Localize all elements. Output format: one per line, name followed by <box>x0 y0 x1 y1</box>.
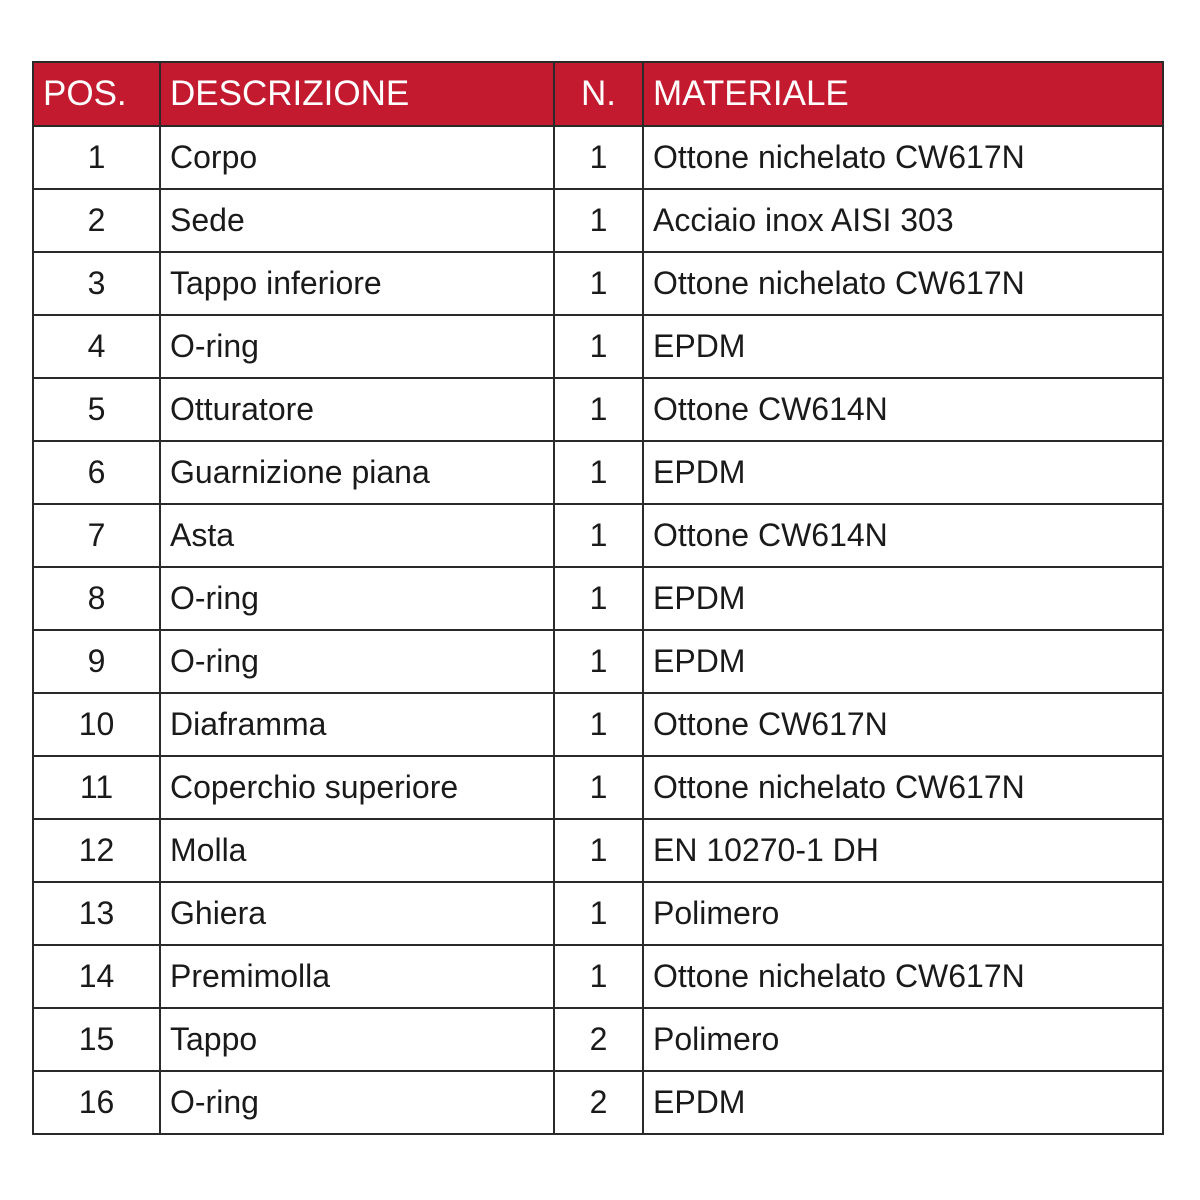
table-row <box>33 1008 1163 1071</box>
table-row <box>33 819 1163 882</box>
cell-pos: 14 <box>33 945 160 1008</box>
cell-pos: 7 <box>33 504 160 567</box>
cell-n: 1 <box>554 126 643 189</box>
cell-pos: 10 <box>33 693 160 756</box>
cell-pos: 4 <box>33 315 160 378</box>
cell-n: 1 <box>554 756 643 819</box>
cell-materiale: EPDM <box>643 441 1163 504</box>
cell-pos: 11 <box>33 756 160 819</box>
cell-materiale: EPDM <box>643 567 1163 630</box>
header-materiale: MATERIALE <box>643 62 1163 126</box>
cell-descrizione: Ghiera <box>160 882 554 945</box>
cell-descrizione: O-ring <box>160 567 554 630</box>
table-body <box>33 126 1163 1134</box>
cell-materiale: Ottone CW614N <box>643 378 1163 441</box>
cell-descrizione: Guarnizione piana <box>160 441 554 504</box>
cell-n: 1 <box>554 630 643 693</box>
cell-n: 1 <box>554 693 643 756</box>
cell-materiale: EPDM <box>643 630 1163 693</box>
cell-n: 1 <box>554 504 643 567</box>
parts-table <box>32 61 1164 1135</box>
cell-n: 1 <box>554 567 643 630</box>
cell-descrizione: Coperchio superiore <box>160 756 554 819</box>
cell-materiale: EN 10270-1 DH <box>643 819 1163 882</box>
cell-n: 1 <box>554 819 643 882</box>
cell-materiale: Ottone CW614N <box>643 504 1163 567</box>
cell-descrizione: Molla <box>160 819 554 882</box>
cell-descrizione: Sede <box>160 189 554 252</box>
cell-n: 1 <box>554 252 643 315</box>
cell-descrizione: O-ring <box>160 315 554 378</box>
cell-descrizione: Diaframma <box>160 693 554 756</box>
table-row <box>33 189 1163 252</box>
table-row <box>33 1071 1163 1134</box>
cell-pos: 12 <box>33 819 160 882</box>
table-row <box>33 630 1163 693</box>
cell-pos: 3 <box>33 252 160 315</box>
cell-materiale: Ottone nichelato CW617N <box>643 756 1163 819</box>
header-n: N. <box>554 62 643 126</box>
table-row <box>33 567 1163 630</box>
table-row <box>33 504 1163 567</box>
table-row <box>33 441 1163 504</box>
cell-pos: 2 <box>33 189 160 252</box>
header-row <box>33 62 1163 126</box>
cell-descrizione: Premimolla <box>160 945 554 1008</box>
table-row <box>33 882 1163 945</box>
cell-pos: 16 <box>33 1071 160 1134</box>
cell-pos: 1 <box>33 126 160 189</box>
cell-descrizione: O-ring <box>160 1071 554 1134</box>
cell-materiale: Polimero <box>643 1008 1163 1071</box>
cell-n: 1 <box>554 189 643 252</box>
cell-n: 1 <box>554 315 643 378</box>
cell-pos: 5 <box>33 378 160 441</box>
header-descrizione: DESCRIZIONE <box>160 62 554 126</box>
cell-materiale: EPDM <box>643 315 1163 378</box>
cell-descrizione: Corpo <box>160 126 554 189</box>
table-header <box>33 62 1163 126</box>
cell-materiale: Acciaio inox AISI 303 <box>643 189 1163 252</box>
cell-materiale: EPDM <box>643 1071 1163 1134</box>
table-row <box>33 945 1163 1008</box>
cell-n: 2 <box>554 1071 643 1134</box>
cell-descrizione: Asta <box>160 504 554 567</box>
cell-descrizione: O-ring <box>160 630 554 693</box>
cell-n: 1 <box>554 945 643 1008</box>
cell-pos: 6 <box>33 441 160 504</box>
cell-n: 1 <box>554 378 643 441</box>
table-row <box>33 378 1163 441</box>
cell-materiale: Polimero <box>643 882 1163 945</box>
cell-n: 1 <box>554 441 643 504</box>
cell-n: 2 <box>554 1008 643 1071</box>
cell-pos: 13 <box>33 882 160 945</box>
table-row <box>33 315 1163 378</box>
cell-pos: 8 <box>33 567 160 630</box>
table-row <box>33 693 1163 756</box>
cell-materiale: Ottone nichelato CW617N <box>643 252 1163 315</box>
cell-materiale: Ottone nichelato CW617N <box>643 126 1163 189</box>
cell-materiale: Ottone nichelato CW617N <box>643 945 1163 1008</box>
cell-pos: 15 <box>33 1008 160 1071</box>
cell-pos: 9 <box>33 630 160 693</box>
cell-descrizione: Tappo <box>160 1008 554 1071</box>
table-row <box>33 756 1163 819</box>
cell-descrizione: Tappo inferiore <box>160 252 554 315</box>
table-row <box>33 126 1163 189</box>
header-pos: POS. <box>33 62 160 126</box>
cell-materiale: Ottone CW617N <box>643 693 1163 756</box>
table-row <box>33 252 1163 315</box>
cell-n: 1 <box>554 882 643 945</box>
cell-descrizione: Otturatore <box>160 378 554 441</box>
